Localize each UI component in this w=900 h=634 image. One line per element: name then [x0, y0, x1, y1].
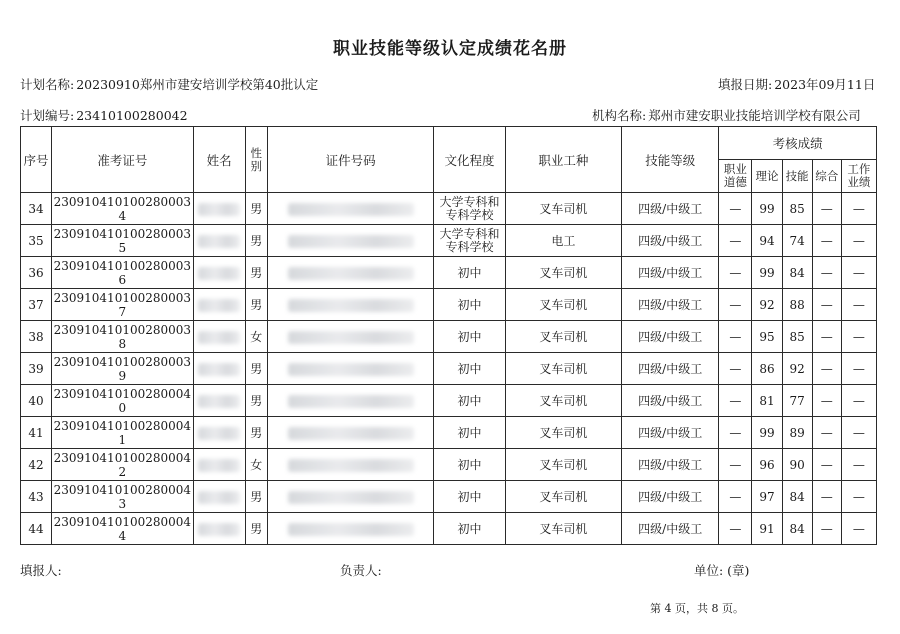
page-info: 第 4 页，共 8 页。 [650, 602, 744, 615]
row-exam-no: 230910410100280004​4 [52, 513, 193, 545]
row-overall: — [812, 321, 841, 353]
header-id-no: 证件号码 [267, 127, 434, 193]
redacted-id-blur [288, 363, 414, 376]
row-name-redacted [193, 385, 245, 417]
redacted-id-blur [288, 459, 414, 472]
row-seq: 38 [21, 321, 52, 353]
row-education: 初中 [434, 257, 505, 289]
row-name-redacted [193, 289, 245, 321]
row-name-redacted [193, 225, 245, 257]
row-gender: 男 [245, 513, 267, 545]
row-work: — [841, 257, 876, 289]
row-id-redacted [267, 417, 434, 449]
row-exam-no: 230910410100280003​7 [52, 289, 193, 321]
row-occupation: 叉车司机 [505, 193, 621, 225]
redacted-id-blur [288, 331, 414, 344]
row-exam-no: 230910410100280003​4 [52, 193, 193, 225]
row-education: 大学专科和专科学校 [434, 193, 505, 225]
row-ethics: — [719, 481, 752, 513]
row-theory: 86 [752, 353, 782, 385]
row-education: 初中 [434, 353, 505, 385]
row-seq: 43 [21, 481, 52, 513]
table-row [21, 449, 877, 481]
row-ethics: — [719, 449, 752, 481]
row-work: — [841, 289, 876, 321]
row-seq: 39 [21, 353, 52, 385]
header-theory: 理论 [752, 160, 782, 193]
row-overall: — [812, 481, 841, 513]
row-id-redacted [267, 449, 434, 481]
row-gender: 男 [245, 353, 267, 385]
row-occupation: 叉车司机 [505, 257, 621, 289]
row-exam-no: 230910410100280003​8 [52, 321, 193, 353]
redacted-name-blur [198, 427, 240, 440]
row-skill-level: 四级/中级工 [622, 449, 719, 481]
row-id-redacted [267, 481, 434, 513]
header-ethics: 职业道德 [719, 160, 752, 193]
row-theory: 91 [752, 513, 782, 545]
row-overall: — [812, 289, 841, 321]
redacted-id-blur [288, 491, 414, 504]
row-occupation: 叉车司机 [505, 417, 621, 449]
redacted-id-blur [288, 235, 414, 248]
row-exam-no: 230910410100280004​3 [52, 481, 193, 513]
row-id-redacted [267, 257, 434, 289]
row-skill: 85 [782, 321, 812, 353]
row-gender: 女 [245, 449, 267, 481]
row-overall: — [812, 193, 841, 225]
row-theory: 81 [752, 385, 782, 417]
row-education: 大学专科和专科学校 [434, 225, 505, 257]
row-name-redacted [193, 481, 245, 513]
row-gender: 男 [245, 481, 267, 513]
row-exam-no: 230910410100280003​9 [52, 353, 193, 385]
redacted-name-blur [198, 203, 240, 216]
row-occupation: 叉车司机 [505, 353, 621, 385]
row-seq: 34 [21, 193, 52, 225]
row-skill: 90 [782, 449, 812, 481]
score-roster-table [20, 126, 877, 545]
row-skill-level: 四级/中级工 [622, 321, 719, 353]
row-seq: 42 [21, 449, 52, 481]
plan-name-value: 20230910郑州市建安培训学校第40批认定 [76, 77, 319, 92]
row-education: 初中 [434, 289, 505, 321]
row-ethics: — [719, 513, 752, 545]
row-overall: — [812, 417, 841, 449]
row-work: — [841, 513, 876, 545]
header-occupation: 职业工种 [505, 127, 621, 193]
row-education: 初中 [434, 481, 505, 513]
redacted-name-blur [198, 299, 240, 312]
fill-date-line [718, 75, 875, 93]
row-skill-level: 四级/中级工 [622, 289, 719, 321]
row-overall: — [812, 385, 841, 417]
row-seq: 44 [21, 513, 52, 545]
row-work: — [841, 193, 876, 225]
row-id-redacted [267, 289, 434, 321]
plan-no-line [20, 106, 188, 124]
header-exam-no: 准考证号 [52, 127, 193, 193]
row-exam-no: 230910410100280003​6 [52, 257, 193, 289]
row-skill-level: 四级/中级工 [622, 481, 719, 513]
header-overall: 综合 [812, 160, 841, 193]
redacted-name-blur [198, 235, 240, 248]
row-theory: 95 [752, 321, 782, 353]
row-work: — [841, 385, 876, 417]
table-row [21, 481, 877, 513]
header-gender: 性别 [245, 127, 267, 193]
org-name: 郑州市建安职业技能培训学校有限公司 [648, 108, 861, 123]
responsible-label: 负责人: [340, 563, 382, 578]
row-occupation: 叉车司机 [505, 321, 621, 353]
table-row [21, 385, 877, 417]
row-work: — [841, 417, 876, 449]
row-gender: 男 [245, 225, 267, 257]
row-seq: 36 [21, 257, 52, 289]
row-gender: 男 [245, 193, 267, 225]
row-skill-level: 四级/中级工 [622, 513, 719, 545]
row-ethics: — [719, 257, 752, 289]
row-ethics: — [719, 353, 752, 385]
row-seq: 40 [21, 385, 52, 417]
row-skill-level: 四级/中级工 [622, 353, 719, 385]
row-overall: — [812, 257, 841, 289]
row-exam-no: 230910410100280004​2 [52, 449, 193, 481]
row-skill: 77 [782, 385, 812, 417]
row-overall: — [812, 225, 841, 257]
row-ethics: — [719, 385, 752, 417]
header-work: 工作业绩 [841, 160, 876, 193]
header-education: 文化程度 [434, 127, 505, 193]
row-skill: 88 [782, 289, 812, 321]
row-name-redacted [193, 417, 245, 449]
row-exam-no: 230910410100280004​1 [52, 417, 193, 449]
row-id-redacted [267, 193, 434, 225]
row-name-redacted [193, 353, 245, 385]
row-gender: 男 [245, 289, 267, 321]
row-overall: — [812, 449, 841, 481]
redacted-id-blur [288, 395, 414, 408]
row-skill-level: 四级/中级工 [622, 385, 719, 417]
table-row [21, 289, 877, 321]
row-education: 初中 [434, 385, 505, 417]
redacted-name-blur [198, 523, 240, 536]
table-row [21, 193, 877, 225]
row-occupation: 叉车司机 [505, 481, 621, 513]
row-education: 初中 [434, 449, 505, 481]
table-row [21, 225, 877, 257]
row-occupation: 电工 [505, 225, 621, 257]
table-row [21, 257, 877, 289]
row-skill-level: 四级/中级工 [622, 417, 719, 449]
row-theory: 92 [752, 289, 782, 321]
row-id-redacted [267, 353, 434, 385]
plan-no-value: 23410100280042 [76, 108, 188, 123]
row-gender: 女 [245, 321, 267, 353]
row-occupation: 叉车司机 [505, 513, 621, 545]
row-skill: 84 [782, 513, 812, 545]
page-title: 职业技能等级认定成绩花名册 [333, 39, 567, 59]
row-work: — [841, 449, 876, 481]
row-name-redacted [193, 449, 245, 481]
row-education: 初中 [434, 321, 505, 353]
header-seq: 序号 [21, 127, 52, 193]
row-theory: 97 [752, 481, 782, 513]
filler-label: 填报人: [20, 563, 62, 578]
table-row [21, 321, 877, 353]
row-skill-level: 四级/中级工 [622, 225, 719, 257]
row-skill: 74 [782, 225, 812, 257]
row-ethics: — [719, 193, 752, 225]
row-skill: 84 [782, 257, 812, 289]
unit-seal-label: 单位: (章) [694, 563, 750, 578]
row-work: — [841, 481, 876, 513]
redacted-id-blur [288, 299, 414, 312]
row-skill: 85 [782, 193, 812, 225]
row-gender: 男 [245, 385, 267, 417]
row-work: — [841, 353, 876, 385]
redacted-id-blur [288, 523, 414, 536]
redacted-id-blur [288, 267, 414, 280]
row-skill: 89 [782, 417, 812, 449]
redacted-name-blur [198, 459, 240, 472]
row-exam-no: 230910410100280004​0 [52, 385, 193, 417]
org-label: 机构名称: [592, 108, 647, 123]
org-line [592, 106, 861, 124]
row-seq: 37 [21, 289, 52, 321]
row-id-redacted [267, 385, 434, 417]
row-skill-level: 四级/中级工 [622, 257, 719, 289]
header-name: 姓名 [193, 127, 245, 193]
redacted-id-blur [288, 427, 414, 440]
table-row [21, 513, 877, 545]
table-row [21, 417, 877, 449]
fill-date-value: 2023年09月11日 [774, 77, 876, 92]
row-ethics: — [719, 289, 752, 321]
plan-name-line [20, 75, 318, 93]
row-id-redacted [267, 225, 434, 257]
row-id-redacted [267, 321, 434, 353]
redacted-name-blur [198, 331, 240, 344]
row-name-redacted [193, 193, 245, 225]
row-occupation: 叉车司机 [505, 385, 621, 417]
row-occupation: 叉车司机 [505, 449, 621, 481]
row-ethics: — [719, 417, 752, 449]
redacted-name-blur [198, 491, 240, 504]
table-row [21, 353, 877, 385]
row-skill: 84 [782, 481, 812, 513]
row-education: 初中 [434, 417, 505, 449]
row-theory: 99 [752, 193, 782, 225]
row-name-redacted [193, 513, 245, 545]
redacted-name-blur [198, 267, 240, 280]
fill-date-label: 填报日期: [718, 77, 773, 92]
row-exam-no: 230910410100280003​5 [52, 225, 193, 257]
row-theory: 99 [752, 257, 782, 289]
plan-name-label: 计划名称: [20, 77, 75, 92]
row-skill: 92 [782, 353, 812, 385]
header-skill-level: 技能等级 [622, 127, 719, 193]
row-seq: 35 [21, 225, 52, 257]
redacted-name-blur [198, 395, 240, 408]
plan-no-label: 计划编号: [20, 108, 75, 123]
row-overall: — [812, 513, 841, 545]
header-skill: 技能 [782, 160, 812, 193]
row-gender: 男 [245, 417, 267, 449]
row-overall: — [812, 353, 841, 385]
row-seq: 41 [21, 417, 52, 449]
row-theory: 99 [752, 417, 782, 449]
row-ethics: — [719, 225, 752, 257]
row-work: — [841, 321, 876, 353]
row-skill-level: 四级/中级工 [622, 193, 719, 225]
row-theory: 94 [752, 225, 782, 257]
row-ethics: — [719, 321, 752, 353]
row-name-redacted [193, 257, 245, 289]
row-education: 初中 [434, 513, 505, 545]
header-scores-group: 考核成绩 [719, 127, 877, 160]
redacted-name-blur [198, 363, 240, 376]
redacted-id-blur [288, 203, 414, 216]
row-id-redacted [267, 513, 434, 545]
row-gender: 男 [245, 257, 267, 289]
row-work: — [841, 225, 876, 257]
row-occupation: 叉车司机 [505, 289, 621, 321]
row-theory: 96 [752, 449, 782, 481]
row-name-redacted [193, 321, 245, 353]
